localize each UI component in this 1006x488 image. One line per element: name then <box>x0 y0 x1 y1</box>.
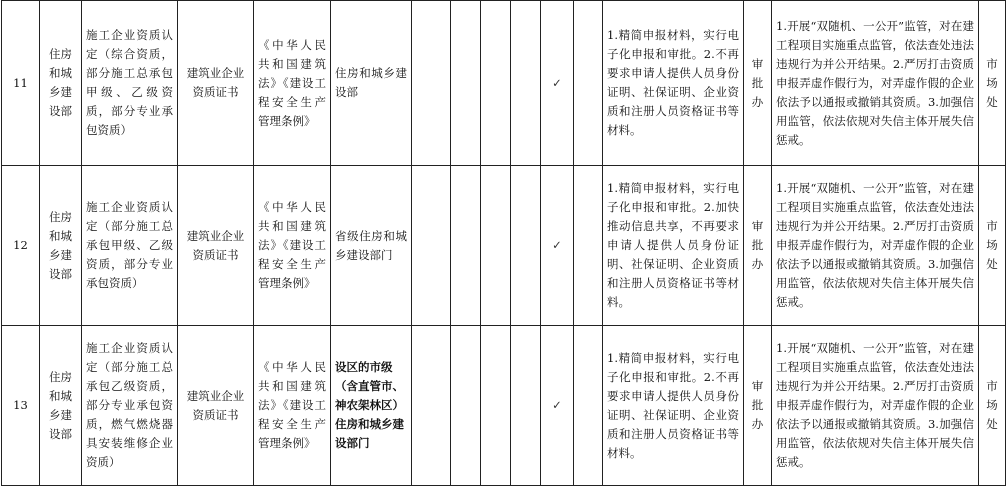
office-cell: 市场处 <box>979 326 1006 486</box>
method-cell: 审批办 <box>744 166 772 326</box>
empty-cell <box>511 326 541 486</box>
item-cell: 施工企业资质认定（部分施工总承包甲级、乙级资质，部分专业承包资质） <box>82 166 178 326</box>
item-cell: 施工企业资质认定（部分施工总承包乙级资质，部分专业承包资质，燃气燃烧器具安装维修企业资质） <box>82 326 178 486</box>
method-cell: 审批办 <box>744 1 772 166</box>
basis-cell: 《中华人民共和国建筑法》《建设工程安全生产管理条例》 <box>254 326 331 486</box>
empty-cell <box>574 1 603 166</box>
empty-cell <box>511 1 541 166</box>
empty-cell <box>451 326 481 486</box>
authority-cell: 设区的市级（含直管市、神农架林区）住房和城乡建设部门 <box>331 326 412 486</box>
row-number: 13 <box>2 326 40 486</box>
empty-cell <box>412 326 451 486</box>
basis-cell: 《中华人民共和国建筑法》《建设工程安全生产管理条例》 <box>254 166 331 326</box>
authority-cell: 住房和城乡建设部 <box>331 1 412 166</box>
row-number: 11 <box>2 1 40 166</box>
supervision-cell: 1.开展“双随机、一公开”监管，对在建工程项目实施重点监管，依法查处违法违规行为并公开结果。2.严厉打击资质申报弄虚作假行为，对弄虚作假的企业依法予以通报或撤销其资质。3.加强信用监管，依法依规对失信主体开展失信惩戒。 <box>772 326 979 486</box>
empty-cell <box>511 166 541 326</box>
table-row <box>2 1 1006 166</box>
basis-cell: 《中华人民共和国建筑法》《建设工程安全生产管理条例》 <box>254 1 331 166</box>
reform-table <box>1 0 1006 486</box>
department-cell: 住房和城乡建设部 <box>40 326 82 486</box>
empty-cell <box>481 166 511 326</box>
method-cell: 审批办 <box>744 326 772 486</box>
check-mark: ✓ <box>541 326 574 486</box>
empty-cell <box>412 166 451 326</box>
supervision-cell: 1.开展“双随机、一公开”监管，对在建工程项目实施重点监管，依法查处违法违规行为并公开结果。2.严厉打击资质申报弄虚作假行为，对弄虚作假的企业依法予以通报或撤销其资质。3.加强信用监管，依法依规对失信主体开展失信惩戒。 <box>772 166 979 326</box>
row-number: 12 <box>2 166 40 326</box>
table-row <box>2 326 1006 486</box>
measures-cell: 1.精简申报材料，实行电子化申报和审批。2.不再要求申请人提供人员身份证明、社保证明、企业资质和注册人员资格证书等材料。 <box>603 326 744 486</box>
check-mark: ✓ <box>541 166 574 326</box>
office-cell: 市场处 <box>979 1 1006 166</box>
table-row <box>2 166 1006 326</box>
empty-cell <box>451 166 481 326</box>
empty-cell <box>481 1 511 166</box>
empty-cell <box>481 326 511 486</box>
certificate-cell: 建筑业企业资质证书 <box>178 326 254 486</box>
measures-cell: 1.精简申报材料，实行电子化申报和审批。2.不再要求申请人提供人员身份证明、社保证明、企业资质和注册人员资格证书等材料。 <box>603 1 744 166</box>
department-cell: 住房和城乡建设部 <box>40 166 82 326</box>
supervision-cell: 1.开展“双随机、一公开”监管，对在建工程项目实施重点监管，依法查处违法违规行为并公开结果。2.严厉打击资质申报弄虚作假行为，对弄虚作假的企业依法予以通报或撤销其资质。3.加强信用监管，依法依规对失信主体开展失信惩戒。 <box>772 1 979 166</box>
certificate-cell: 建筑业企业资质证书 <box>178 166 254 326</box>
office-cell: 市场处 <box>979 166 1006 326</box>
measures-cell: 1.精简申报材料，实行电子化申报和审批。2.加快推动信息共享，不再要求申请人提供人员身份证明、社保证明、企业资质和注册人员资格证书等材料。 <box>603 166 744 326</box>
certificate-cell: 建筑业企业资质证书 <box>178 1 254 166</box>
empty-cell <box>451 1 481 166</box>
check-mark: ✓ <box>541 1 574 166</box>
authority-cell: 省级住房和城乡建设部门 <box>331 166 412 326</box>
empty-cell <box>574 326 603 486</box>
empty-cell <box>574 166 603 326</box>
empty-cell <box>412 1 451 166</box>
department-cell: 住房和城乡建设部 <box>40 1 82 166</box>
item-cell: 施工企业资质认定（综合资质，部分施工总承包甲级、乙级资质，部分专业承包资质） <box>82 1 178 166</box>
